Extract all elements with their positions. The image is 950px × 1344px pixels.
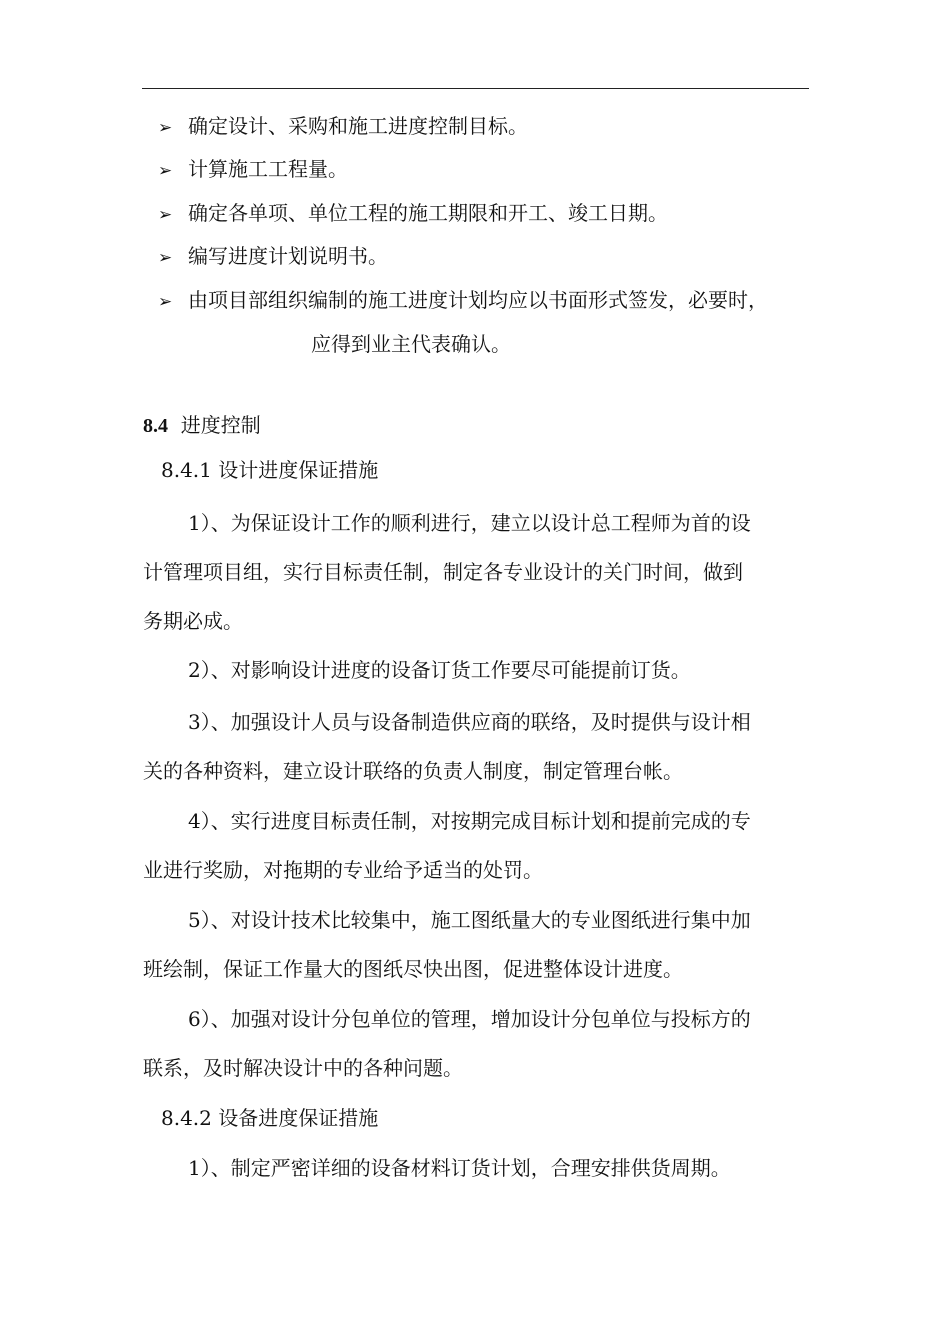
paragraph-line: 3）、加强设计人员与设备制造供应商的联络，及时提供与设计相 [188, 710, 751, 734]
paragraph-line: 计管理项目组，实行目标责任制，制定各专业设计的关门时间，做到 [143, 560, 743, 584]
header-rule [142, 88, 809, 89]
bullet-item [158, 155, 348, 185]
paragraph-line: 班绘制，保证工作量大的图纸尽快出图，促进整体设计进度。 [143, 957, 683, 981]
bullet-text: 确定设计、采购和施工进度控制目标。 [188, 114, 528, 138]
arrow-bullet-icon: ➢ [158, 161, 173, 181]
bullet-text: 编写进度计划说明书。 [188, 244, 388, 268]
bullet-continuation: 应得到业主代表确认。 [311, 332, 511, 356]
bullet-item [158, 199, 668, 229]
arrow-bullet-icon: ➢ [158, 292, 173, 312]
bullet-item [158, 242, 388, 272]
paragraph-line: 6）、加强对设计分包单位的管理，增加设计分包单位与投标方的 [188, 1007, 751, 1031]
paragraph-line: 4）、实行进度目标责任制，对按期完成目标计划和提前完成的专 [188, 809, 751, 833]
arrow-bullet-icon: ➢ [158, 118, 173, 138]
paragraph-line: 1）、为保证设计工作的顺利进行，建立以设计总工程师为首的设 [188, 511, 751, 535]
paragraph-line: 关的各种资料，建立设计联络的负责人制度，制定管理台帐。 [143, 759, 683, 783]
paragraph-line: 2）、对影响设计进度的设备订货工作要尽可能提前订货。 [188, 658, 691, 682]
bullet-text: 确定各单项、单位工程的施工期限和开工、竣工日期。 [188, 201, 668, 225]
section-heading [143, 411, 261, 440]
arrow-bullet-icon: ➢ [158, 248, 173, 268]
subsection-heading: 8.4.2 设备进度保证措施 [161, 1106, 379, 1130]
subsection-heading: 8.4.1 设计进度保证措施 [161, 458, 379, 482]
arrow-bullet-icon: ➢ [158, 205, 173, 225]
section-number: 8.4 [143, 415, 168, 437]
section-title: 进度控制 [180, 413, 261, 437]
bullet-item [158, 286, 768, 316]
paragraph-line: 1）、制定严密详细的设备材料订货计划，合理安排供货周期。 [188, 1156, 731, 1180]
paragraph-line: 业进行奖励，对拖期的专业给予适当的处罚。 [143, 858, 543, 882]
bullet-item [158, 112, 528, 142]
bullet-text: 计算施工工程量。 [188, 157, 348, 181]
paragraph-line: 联系，及时解决设计中的各种问题。 [143, 1056, 463, 1080]
bullet-text: 由项目部组织编制的施工进度计划均应以书面形式签发，必要时， [188, 288, 768, 312]
paragraph-line: 务期必成。 [143, 609, 243, 633]
paragraph-line: 5）、对设计技术比较集中，施工图纸量大的专业图纸进行集中加 [188, 908, 751, 932]
